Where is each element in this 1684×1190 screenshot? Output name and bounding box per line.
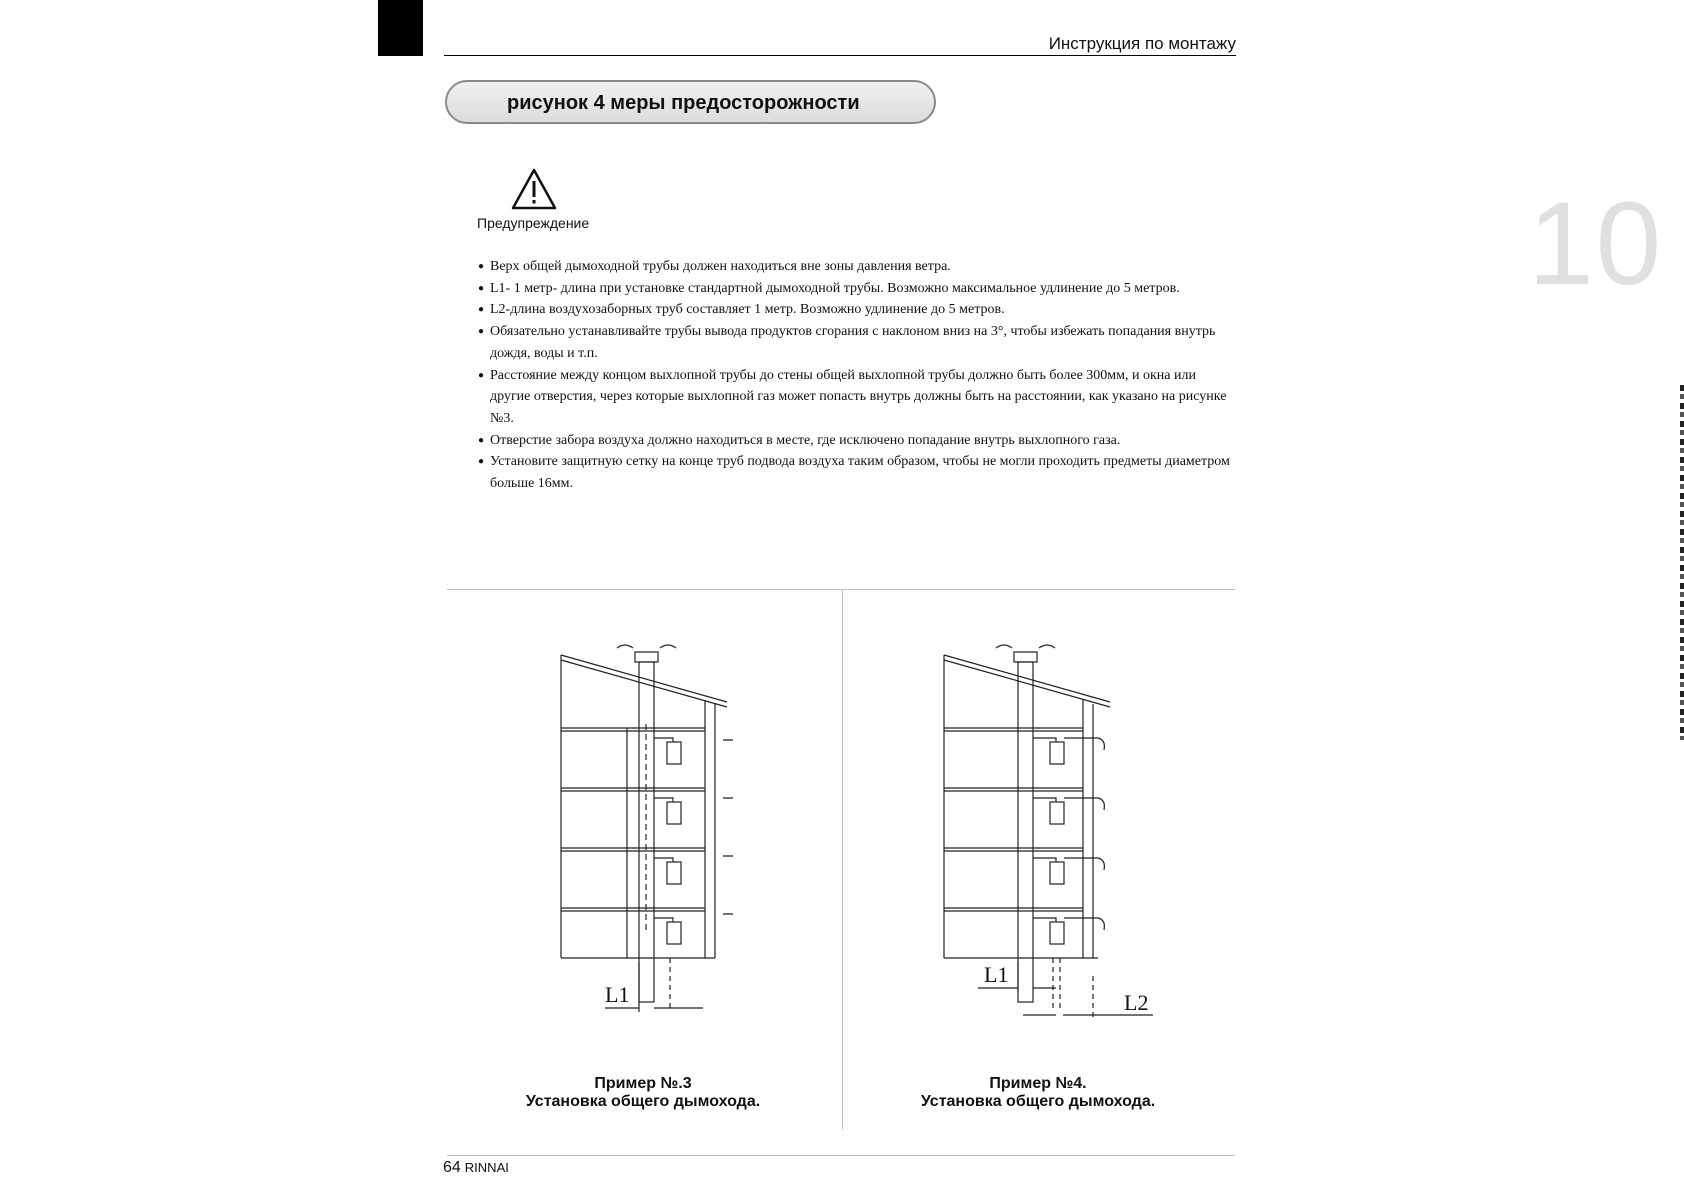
dimension-label: L1 xyxy=(605,982,630,1007)
section-heading xyxy=(445,80,936,124)
figure-example-4 xyxy=(938,640,1168,1020)
page-footer xyxy=(443,1159,509,1177)
figure-example-3 xyxy=(555,640,755,1020)
caption-line: Пример №.3 xyxy=(594,1075,692,1092)
section-title: рисунок 4 меры предосторожности xyxy=(507,92,860,114)
page-number: 64 xyxy=(443,1159,461,1176)
warning-icon xyxy=(511,168,557,210)
figure-3-caption xyxy=(478,1075,808,1111)
warning-label: Предупреждение xyxy=(477,215,590,231)
chapter-tab xyxy=(378,0,423,56)
footer-brand: RINNAI xyxy=(464,1160,509,1175)
figures-divider xyxy=(842,589,843,1129)
list-item: ● L2-длина воздухозаборных труб составляет 1 метр. Возможно удлинение до 5 метров. xyxy=(478,299,1238,321)
caption-line: Пример №4. xyxy=(989,1075,1087,1092)
dimension-label: L1 xyxy=(984,962,1009,987)
list-item: ● Установите защитную сетку на конце труб подвода воздуха таким образом, чтобы не могли проходить предметы диаметром больше 16мм. xyxy=(478,451,1238,494)
list-item: ● Расстояние между концом выхлопной трубы до стены общей выхлопной трубы должно быть более 300мм, и окна или другие отверстия, через которые выхлопной газ может попасть внутрь должны быть на расстоянии, как указано на рисунке №3. xyxy=(478,365,1238,430)
list-item: ● Отверстие забора воздуха должно находиться в месте, где исключено попадание внутрь выхлопного газа. xyxy=(478,430,1238,452)
dimension-label: L2 xyxy=(1124,990,1149,1015)
chapter-number: 10 xyxy=(1528,178,1664,310)
precautions-list xyxy=(478,256,1238,495)
list-item: ● Верх общей дымоходной трубы должен находиться вне зоны давления ветра. xyxy=(478,256,1238,278)
header-rule xyxy=(444,55,1236,56)
figure-4-caption xyxy=(873,1075,1203,1111)
figures-top-rule xyxy=(447,589,1235,590)
page-edge-strip xyxy=(1680,385,1684,740)
list-item: ● Обязательно устанавливайте трубы вывода продуктов сгорания с наклоном вниз на 3°, чтобы избежать попадания внутрь дождя, воды и т.п. xyxy=(478,321,1238,364)
list-item: ● L1- 1 метр- длина при установке стандартной дымоходной трубы. Возможно максимальное удлинение до 5 метров. xyxy=(478,278,1238,300)
caption-line: Установка общего дымохода. xyxy=(525,1093,761,1110)
header-title: Инструкция по монтажу xyxy=(1048,34,1236,53)
footer-rule xyxy=(447,1155,1235,1156)
caption-line: Установка общего дымохода. xyxy=(920,1093,1156,1110)
